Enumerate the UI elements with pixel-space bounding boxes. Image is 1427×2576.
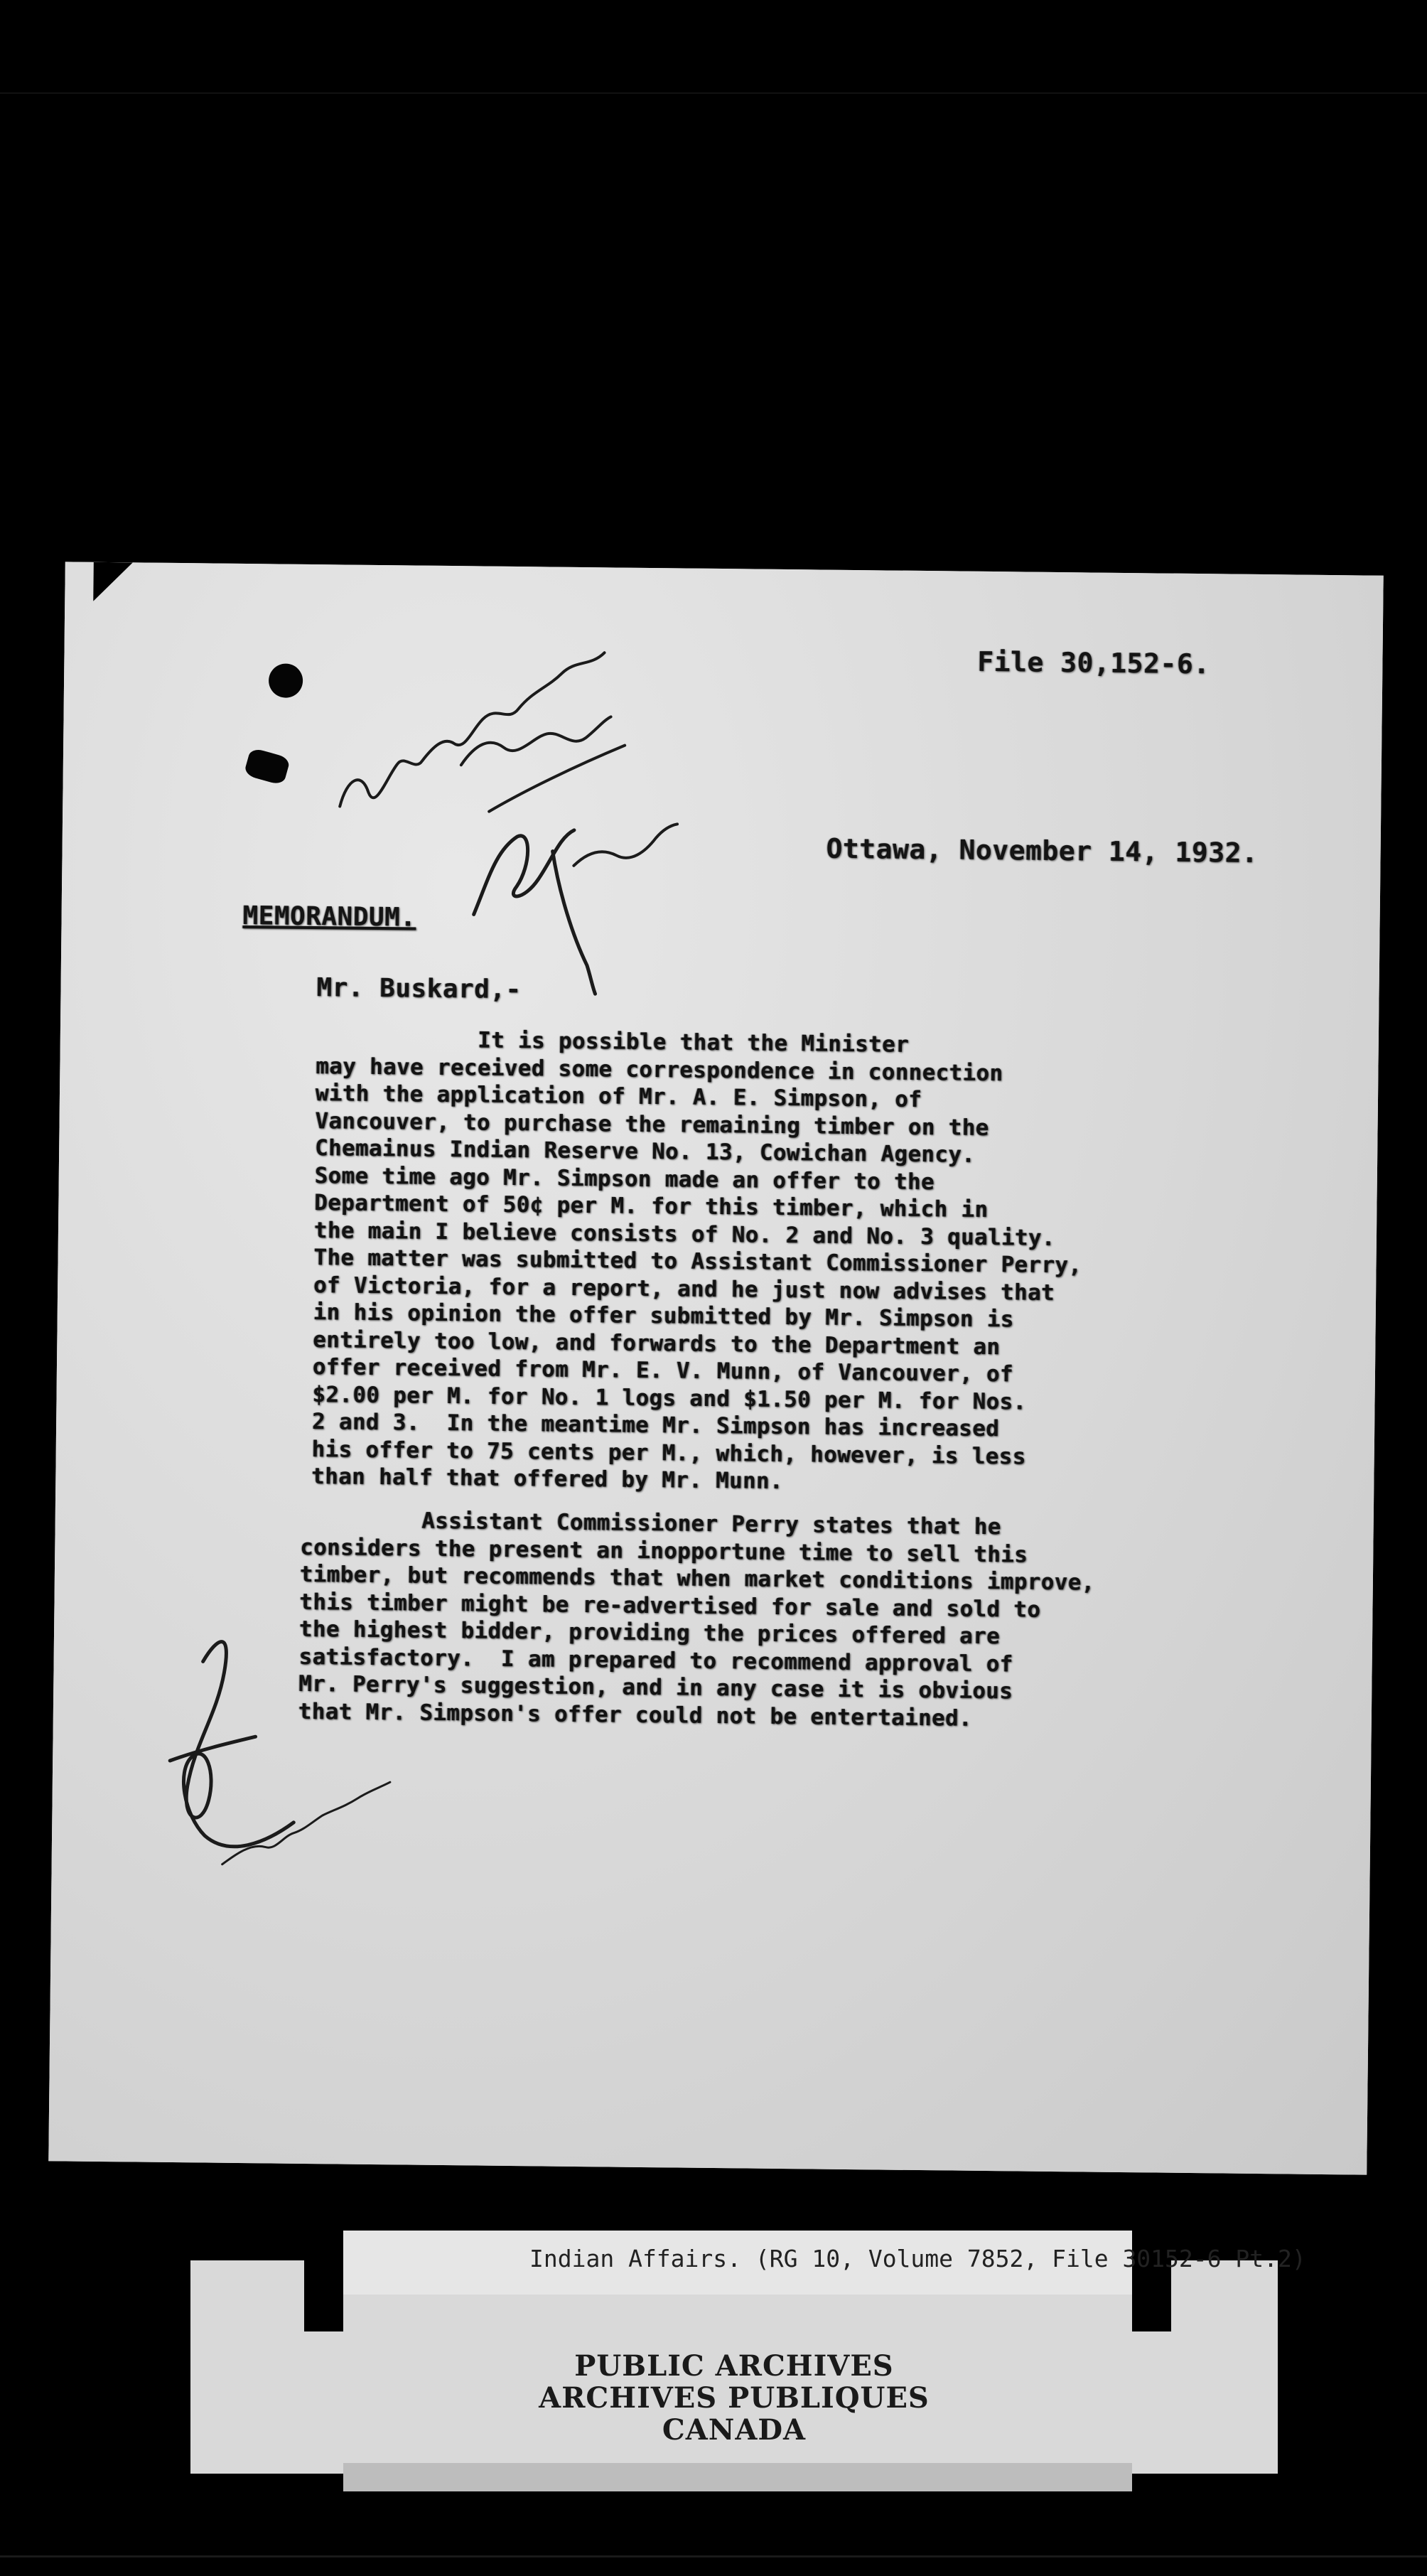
archive-country: CANADA [662, 2413, 807, 2447]
archive-reference: Indian Affairs. (RG 10, Volume 7852, File 30152-6 Pt.2) [529, 2245, 1306, 2272]
memo-addressee: Mr. Buskard,- [316, 973, 522, 1005]
archive-name-english: PUBLIC ARCHIVES [574, 2349, 894, 2383]
file-reference: File 30,152-6. [977, 645, 1210, 680]
archive-name-french: ARCHIVES PUBLIQUES [539, 2381, 930, 2415]
memo-paragraph-2: Assistant Commissioner Perry states that he considers the present an inopportune time to sell this timber, but recommends that when market conditions improve, this timber might be re-advertised for sale and sold to the highest bidder, providing the prices offered are satisfactory. I am prepared to recommend approval of Mr. Perry's suggestion, and in any case it is obvious that Mr. Simpson's offer could not be entertained. [298, 1506, 1095, 1732]
handwritten-note-top [340, 650, 604, 809]
film-frame-line [0, 92, 1427, 94]
handwritten-signature [183, 1641, 296, 1847]
memo-heading: MEMORANDUM. [242, 901, 416, 933]
memo-paragraph-1: It is possible that the Minister may have received some correspondence in connection with the application of Mr. A. E. Simpson, of Vancouver, to purchase the remaining timber on the Chemainus Indian Reserve No. 13, Cowichan Agency. Some time ago Mr. Simpson made an offer to the Department of 50¢ per M. for this timber, which in the main I believe consists of No. 2 and No. 3 quality. The matter was submitted to Assistant Commissioner Perry, of Victoria, for a report, and he just now advises that in his opinion the offer submitted by Mr. Simpson is entirely too low, and forwards to the Department an offer received from Mr. E. V. Munn, of Vancouver, of $2.00 per M. for No. 1 logs and $1.50 per M. for Nos. 2 and 3. In the meantime Mr. Simpson has increased his offer to 75 cents per M., which, however, is less than half that offered by Mr. Munn. [311, 1026, 1082, 1494]
handwritten-initials [474, 829, 574, 915]
archive-label-card [190, 2239, 1427, 2488]
memo-date: Ottawa, November 14, 1932. [826, 832, 1259, 869]
memorandum-page [48, 562, 1383, 2174]
film-frame-line [0, 2555, 1427, 2558]
label-bottom-strip [343, 2463, 1132, 2491]
label-notch [304, 2260, 343, 2331]
archive-reference-strip [343, 2231, 1306, 2295]
handwritten-annotations [48, 562, 1383, 2174]
